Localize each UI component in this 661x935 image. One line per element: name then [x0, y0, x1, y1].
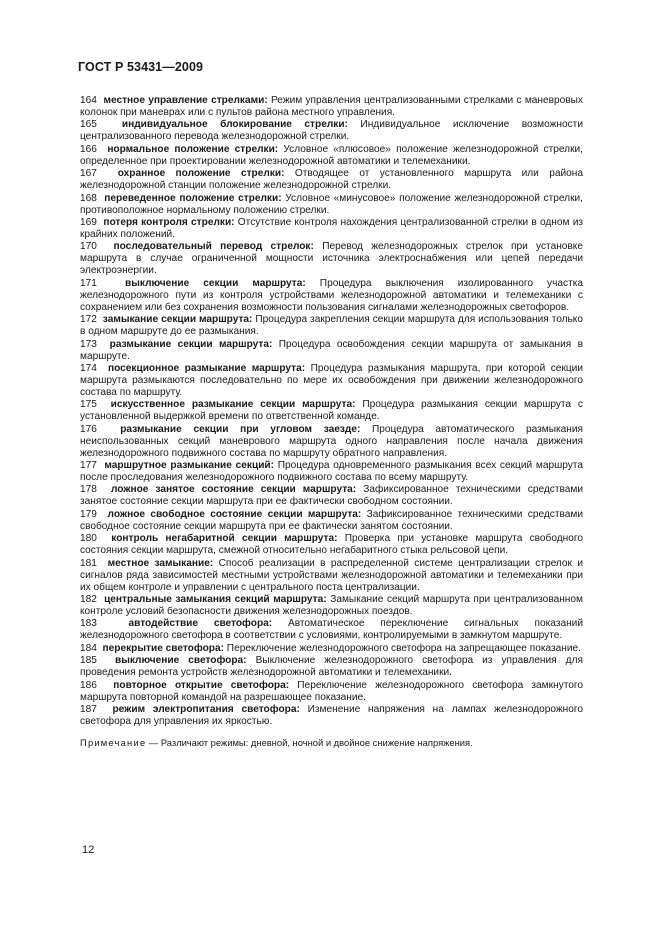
term-title: размыкание секции при угловом заезде:	[120, 423, 361, 435]
term-number: 180	[80, 533, 97, 545]
term-entry	[80, 278, 583, 314]
term-definition: Условное «минусовое» положение железнодорожной стрелки, противоположное нормальному положению стрелки.	[80, 192, 583, 216]
document-header: ГОСТ Р 53431—2009	[78, 60, 204, 74]
term-entry	[80, 594, 583, 618]
term-definition: Условное «плюсовое» положение железнодорожной стрелки, определенное при проектировании железнодорожной автоматики и телемеханики.	[80, 143, 583, 167]
term-number: 176	[80, 423, 97, 435]
term-entry	[80, 363, 583, 399]
term-number: 182	[80, 594, 97, 606]
term-entry	[80, 460, 583, 484]
term-number: 166	[80, 143, 97, 155]
term-definition: Замыкание секций маршрута при централизованном контроле условий безопасности движения железнодорожных поездов.	[80, 594, 583, 618]
term-title: маршрутное размыкание секций:	[104, 460, 275, 472]
term-entry	[80, 643, 583, 655]
term-title: режим электропитания светофора:	[112, 703, 300, 715]
term-number: 186	[80, 679, 97, 691]
term-number: 187	[80, 703, 97, 715]
term-definition: Процедура размыкания секции маршрута с установленной выдержкой времени по ответственной команде.	[80, 399, 583, 423]
term-title: местное управление стрелками:	[103, 95, 268, 106]
term-number: 179	[80, 508, 97, 520]
term-definition: Отсутствие контроля нахождения централизованной стрелки в одном из крайних положений.	[80, 216, 584, 240]
term-number: 177	[80, 460, 97, 472]
term-title: ложное занятое состояние секции маршрута:	[110, 484, 357, 496]
term-definition: Переключение железнодорожного светофора на запрещающее показание.	[226, 642, 581, 654]
term-definition: Процедура закрепления секции маршрута для использования только в одном маршруте до ее размыкания.	[80, 314, 583, 338]
term-definition: Процедура размыкания маршрута, при которой секции маршрута размыкаются последовательно по мере их освобождения при движении железнодорожного состава по маршруту.	[80, 362, 583, 398]
term-title: повторное открытие светофора:	[113, 679, 290, 691]
term-title: охранное положение стрелки:	[117, 168, 285, 180]
term-entry	[80, 558, 583, 594]
term-definition: Автоматическое переключение сигнальных показаний железнодорожного светофора в соответствии с условиями, контролируемыми в замкнутом маршруте.	[80, 618, 583, 642]
term-entry	[80, 119, 583, 143]
term-entry	[80, 217, 583, 241]
term-definition: Индивидуальное исключение возможности централизованного перевода железнодорожной стрелки.	[80, 119, 583, 143]
term-number: 169	[80, 216, 97, 228]
term-title: переведенное положение стрелки:	[104, 192, 282, 204]
term-number: 174	[80, 362, 97, 374]
term-definition: Способ реализации в распределенной системе централизации стрелок и сигналов ряда зависимостей местными устройствами железнодорожной автоматики и телемеханики при их общем контроле и управлении с центрального поста централизации.	[80, 557, 583, 593]
term-definition: Отводящее от установленного маршрута или района железнодорожной станции положение железнодорожной стрелки.	[80, 168, 583, 192]
note-text: — Различают режимы: дневной, ночной и двойное снижение напряжения.	[146, 736, 473, 748]
term-entry	[80, 618, 583, 642]
term-entry	[80, 95, 583, 119]
term-definition: Процедура одновременного размыкания всех секций маршрута после проследования железнодорожного подвижного состава по всему маршруту.	[80, 460, 583, 484]
term-entry	[80, 704, 583, 728]
note-label: Примечание	[80, 736, 147, 748]
term-entry	[80, 168, 583, 192]
term-definition: Режим управления централизованными стрелками с маневровых колонок при маневрах или с пультов района местного управления.	[80, 95, 583, 118]
term-number: 170	[80, 241, 97, 253]
term-title: ложное свободное состояние секции маршрута:	[107, 508, 362, 520]
term-entry	[80, 424, 583, 460]
term-definition: Изменение напряжения на лампах железнодорожного светофора для управления их яркостью.	[80, 703, 583, 727]
term-title: местное замыкание:	[107, 557, 214, 569]
term-number: 171	[80, 277, 97, 289]
term-number: 184	[80, 642, 97, 654]
term-definition: Зафиксированное техническими средствами свободное состояние секции маршрута при ее фактически занятом состоянии.	[80, 508, 583, 532]
term-entry	[80, 655, 583, 679]
term-definition: Зафиксированное техническими средствами занятое состояние секции маршрута при ее фактически свободном состоянии.	[80, 484, 583, 508]
terms-list	[80, 95, 583, 749]
term-number: 167	[80, 168, 97, 180]
term-title: центральные замыкания секций маршрута:	[104, 594, 327, 606]
term-definition: Проверка при установке маршрута свободного состояния секции маршрута, смежной относительно негабаритного стыка рельсовой цепи.	[80, 533, 583, 557]
term-entry	[80, 314, 583, 338]
term-title: последовательный перевод стрелок:	[113, 241, 314, 253]
term-definition: Переключение железнодорожного светофора замкнутого маршрута повторной командой на разрешающее показание.	[80, 679, 583, 703]
term-definition: Выключение железнодорожного светофора из управления для проведения ремонта устройств железнодорожной автоматики и телемеханики.	[80, 655, 583, 679]
term-definition: Перевод железнодорожных стрелок при установке маршрута в случае ограниченной мощности источника электроснабжения или цепей передачи электроэнергии.	[80, 241, 583, 277]
term-title: выключение светофора:	[114, 655, 247, 667]
term-number: 185	[80, 655, 97, 667]
term-entry	[80, 144, 583, 168]
term-title: размыкание секции маршрута:	[109, 338, 273, 350]
term-title: замыкание секции маршрута:	[102, 314, 253, 326]
term-title: посекционное размыкание маршрута:	[107, 362, 306, 374]
term-number: 172	[80, 314, 97, 326]
term-title: перекрытие светофора:	[102, 642, 224, 654]
note	[80, 737, 583, 749]
term-entry	[80, 533, 583, 557]
term-number: 175	[80, 399, 97, 411]
term-title: искусственное размыкание секции маршрута:	[110, 399, 356, 411]
term-number: 164	[80, 95, 97, 106]
term-number: 181	[80, 557, 97, 569]
entries-container	[80, 95, 583, 728]
term-entry	[80, 339, 583, 363]
term-title: индивидуальное блокирование стрелки:	[121, 119, 348, 131]
term-entry	[80, 193, 583, 217]
term-definition: Процедура освобождения секции маршрута от замыкания в маршруте.	[80, 338, 583, 362]
page-number: 12	[82, 844, 95, 856]
term-number: 178	[80, 484, 97, 496]
term-title: выключение секции маршрута:	[125, 277, 306, 289]
term-entry	[80, 399, 583, 423]
term-definition: Процедура автоматического размыкания неиспользованных секций маневрового маршрута одного направления после начала движения железнодорожного подвижного состава по маршруту обратного направления.	[80, 423, 583, 459]
term-number: 183	[80, 618, 97, 630]
term-title: контроль негабаритной секции маршрута:	[111, 533, 338, 545]
term-number: 173	[80, 338, 97, 350]
term-number: 165	[80, 119, 97, 131]
term-entry	[80, 680, 583, 704]
term-title: автодействие светофора:	[128, 618, 273, 630]
term-number: 168	[80, 192, 97, 204]
term-definition: Процедура выключения изолированного участка железнодорожного пути из контроля устройствами железнодорожной автоматики и телемеханики с сохранением или без сохранения возможности пользования сигналами железнодорожных светофоров.	[80, 277, 583, 313]
term-entry	[80, 484, 583, 508]
term-entry	[80, 509, 583, 533]
term-entry	[80, 241, 583, 277]
term-title: потеря контроля стрелки:	[103, 216, 235, 228]
term-title: нормальное положение стрелки:	[107, 143, 279, 155]
